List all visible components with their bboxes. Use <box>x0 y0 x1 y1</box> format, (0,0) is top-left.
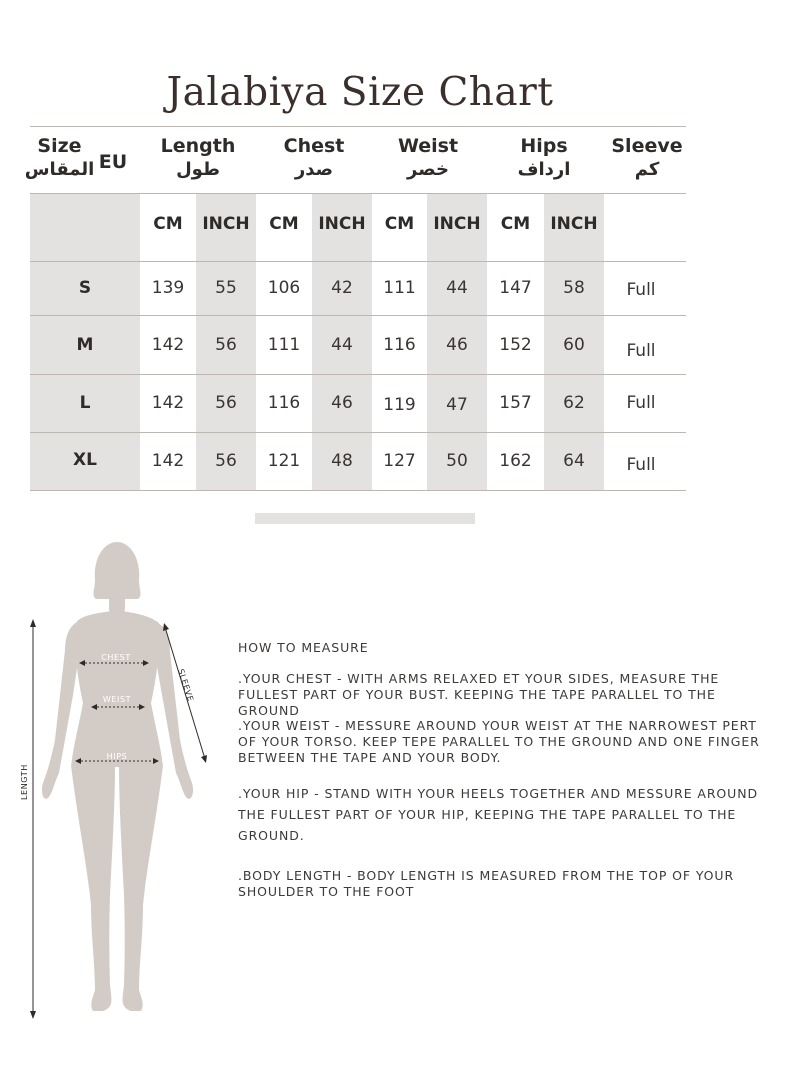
how-to-measure-heading: HOW TO MEASURE <box>238 640 369 655</box>
header-length-en: Length <box>160 135 236 157</box>
hips-inch: 64 <box>563 451 585 471</box>
header-chest-ar: صدر <box>294 159 334 180</box>
weist-inch: 46 <box>446 335 468 355</box>
sleeve-value: Full <box>626 455 656 475</box>
header-hips-en: Hips <box>520 135 568 157</box>
chest-inch: 44 <box>331 335 353 355</box>
header-chest <box>256 134 372 182</box>
length-inch: 56 <box>215 393 237 413</box>
unit-length-inch: INCH <box>202 214 250 234</box>
length-cm: 139 <box>151 278 185 298</box>
chest-cm: 106 <box>267 278 301 298</box>
weist-cm: 119 <box>383 395 416 415</box>
header-chest-en: Chest <box>283 135 345 157</box>
size-label: S <box>78 278 92 298</box>
unit-hips-cm: CM <box>500 214 531 234</box>
chest-inch: 42 <box>331 278 353 298</box>
size-label: L <box>79 393 91 413</box>
header-hips-ar: ارداف <box>517 159 571 180</box>
sleeve-value: Full <box>626 341 656 361</box>
size-label: M <box>76 335 94 355</box>
length-cm: 142 <box>151 451 185 471</box>
header-sleeve-ar: كم <box>634 159 660 180</box>
hips-cm: 162 <box>499 451 532 471</box>
weist-cm: 116 <box>383 335 416 355</box>
horizontal-scrollbar[interactable] <box>255 513 475 524</box>
weist-inch: 44 <box>446 278 468 298</box>
sleeve-label: SLEEVE <box>176 667 196 703</box>
header-size <box>22 134 97 182</box>
page-title: Jalabiya Size Chart <box>166 70 554 115</box>
unit-chest-inch: INCH <box>318 214 366 234</box>
size-label: XL <box>73 450 97 470</box>
weist-inch: 50 <box>446 451 468 471</box>
header-eu: EU <box>98 151 128 173</box>
chest-cm: 121 <box>267 451 301 471</box>
hips-cm: 152 <box>499 335 532 355</box>
row-rule-5 <box>30 490 686 491</box>
hips-cm: 147 <box>499 278 532 298</box>
length-label: LENGTH <box>20 764 29 800</box>
hips-inch: 62 <box>563 393 585 413</box>
header-length-ar: طول <box>176 159 220 180</box>
length-inch: 55 <box>215 278 237 298</box>
hips-label: HIPS <box>106 752 128 761</box>
header-weist-en: Weist <box>397 135 459 157</box>
chest-inch: 46 <box>331 393 353 413</box>
header-hips <box>486 134 602 182</box>
length-instruction: .BODY LENGTH - BODY LENGTH IS MEASURED FROM THE TOP OF YOUR SHOULDER TO THE FOOT <box>238 868 735 899</box>
hips-cm: 157 <box>499 393 532 413</box>
length-cm: 142 <box>151 393 185 413</box>
sleeve-value: Full <box>626 280 656 300</box>
header-length <box>140 134 256 182</box>
chest-instruction: .YOUR CHEST - WITH ARMS RELAXED ET YOUR SIDES, MEASURE THE FULLEST PART OF YOUR BUST. KEEPING THE TAPE PARALLEL TO THE GROUND <box>238 671 720 718</box>
length-inch: 56 <box>215 451 237 471</box>
weist-cm: 127 <box>383 451 416 471</box>
weist-cm: 111 <box>383 278 416 298</box>
unit-chest-cm: CM <box>269 214 299 234</box>
header-weist-ar: خصر <box>407 159 449 180</box>
unit-weist-inch: INCH <box>433 214 481 234</box>
chest-label: CHEST <box>101 653 131 662</box>
header-size-en: Size <box>37 135 82 157</box>
hips-inch: 60 <box>563 335 585 355</box>
body-silhouette <box>42 542 196 1011</box>
hips-inch: 58 <box>563 278 585 298</box>
weist-inch: 47 <box>446 395 468 415</box>
header-weist <box>370 134 486 182</box>
weist-label: WEIST <box>102 695 132 704</box>
header-sleeve <box>604 134 690 182</box>
body-silhouette-diagram <box>15 535 210 1020</box>
weist-instruction: .YOUR WEIST - MESSURE AROUND YOUR WEIST AT THE NARROWEST PERT OF YOUR TORSO. KEEP TEPE PARALLEL TO THE GROUND AND ONE FINGER BETWEEN THE TAPE AND YOUR BODY. <box>238 718 760 765</box>
header-size-ar: المقاس <box>24 159 95 180</box>
length-cm: 142 <box>151 335 185 355</box>
length-inch: 56 <box>215 335 237 355</box>
unit-weist-cm: CM <box>384 214 415 234</box>
unit-hips-inch: INCH <box>550 214 598 234</box>
unit-length-cm: CM <box>153 214 183 234</box>
chest-cm: 116 <box>267 393 301 413</box>
chest-inch: 48 <box>331 451 353 471</box>
sleeve-value: Full <box>626 393 656 413</box>
header-sleeve-en: Sleeve <box>611 135 683 157</box>
chest-cm: 111 <box>267 335 301 355</box>
title-rule <box>30 126 686 127</box>
hip-instruction: .YOUR HIP - STAND WITH YOUR HEELS TOGETHER AND MESSURE AROUND THE FULLEST PART OF YOUR HIP, KEEPING THE TAPE PARALLEL TO THE GROUND. <box>238 786 758 843</box>
